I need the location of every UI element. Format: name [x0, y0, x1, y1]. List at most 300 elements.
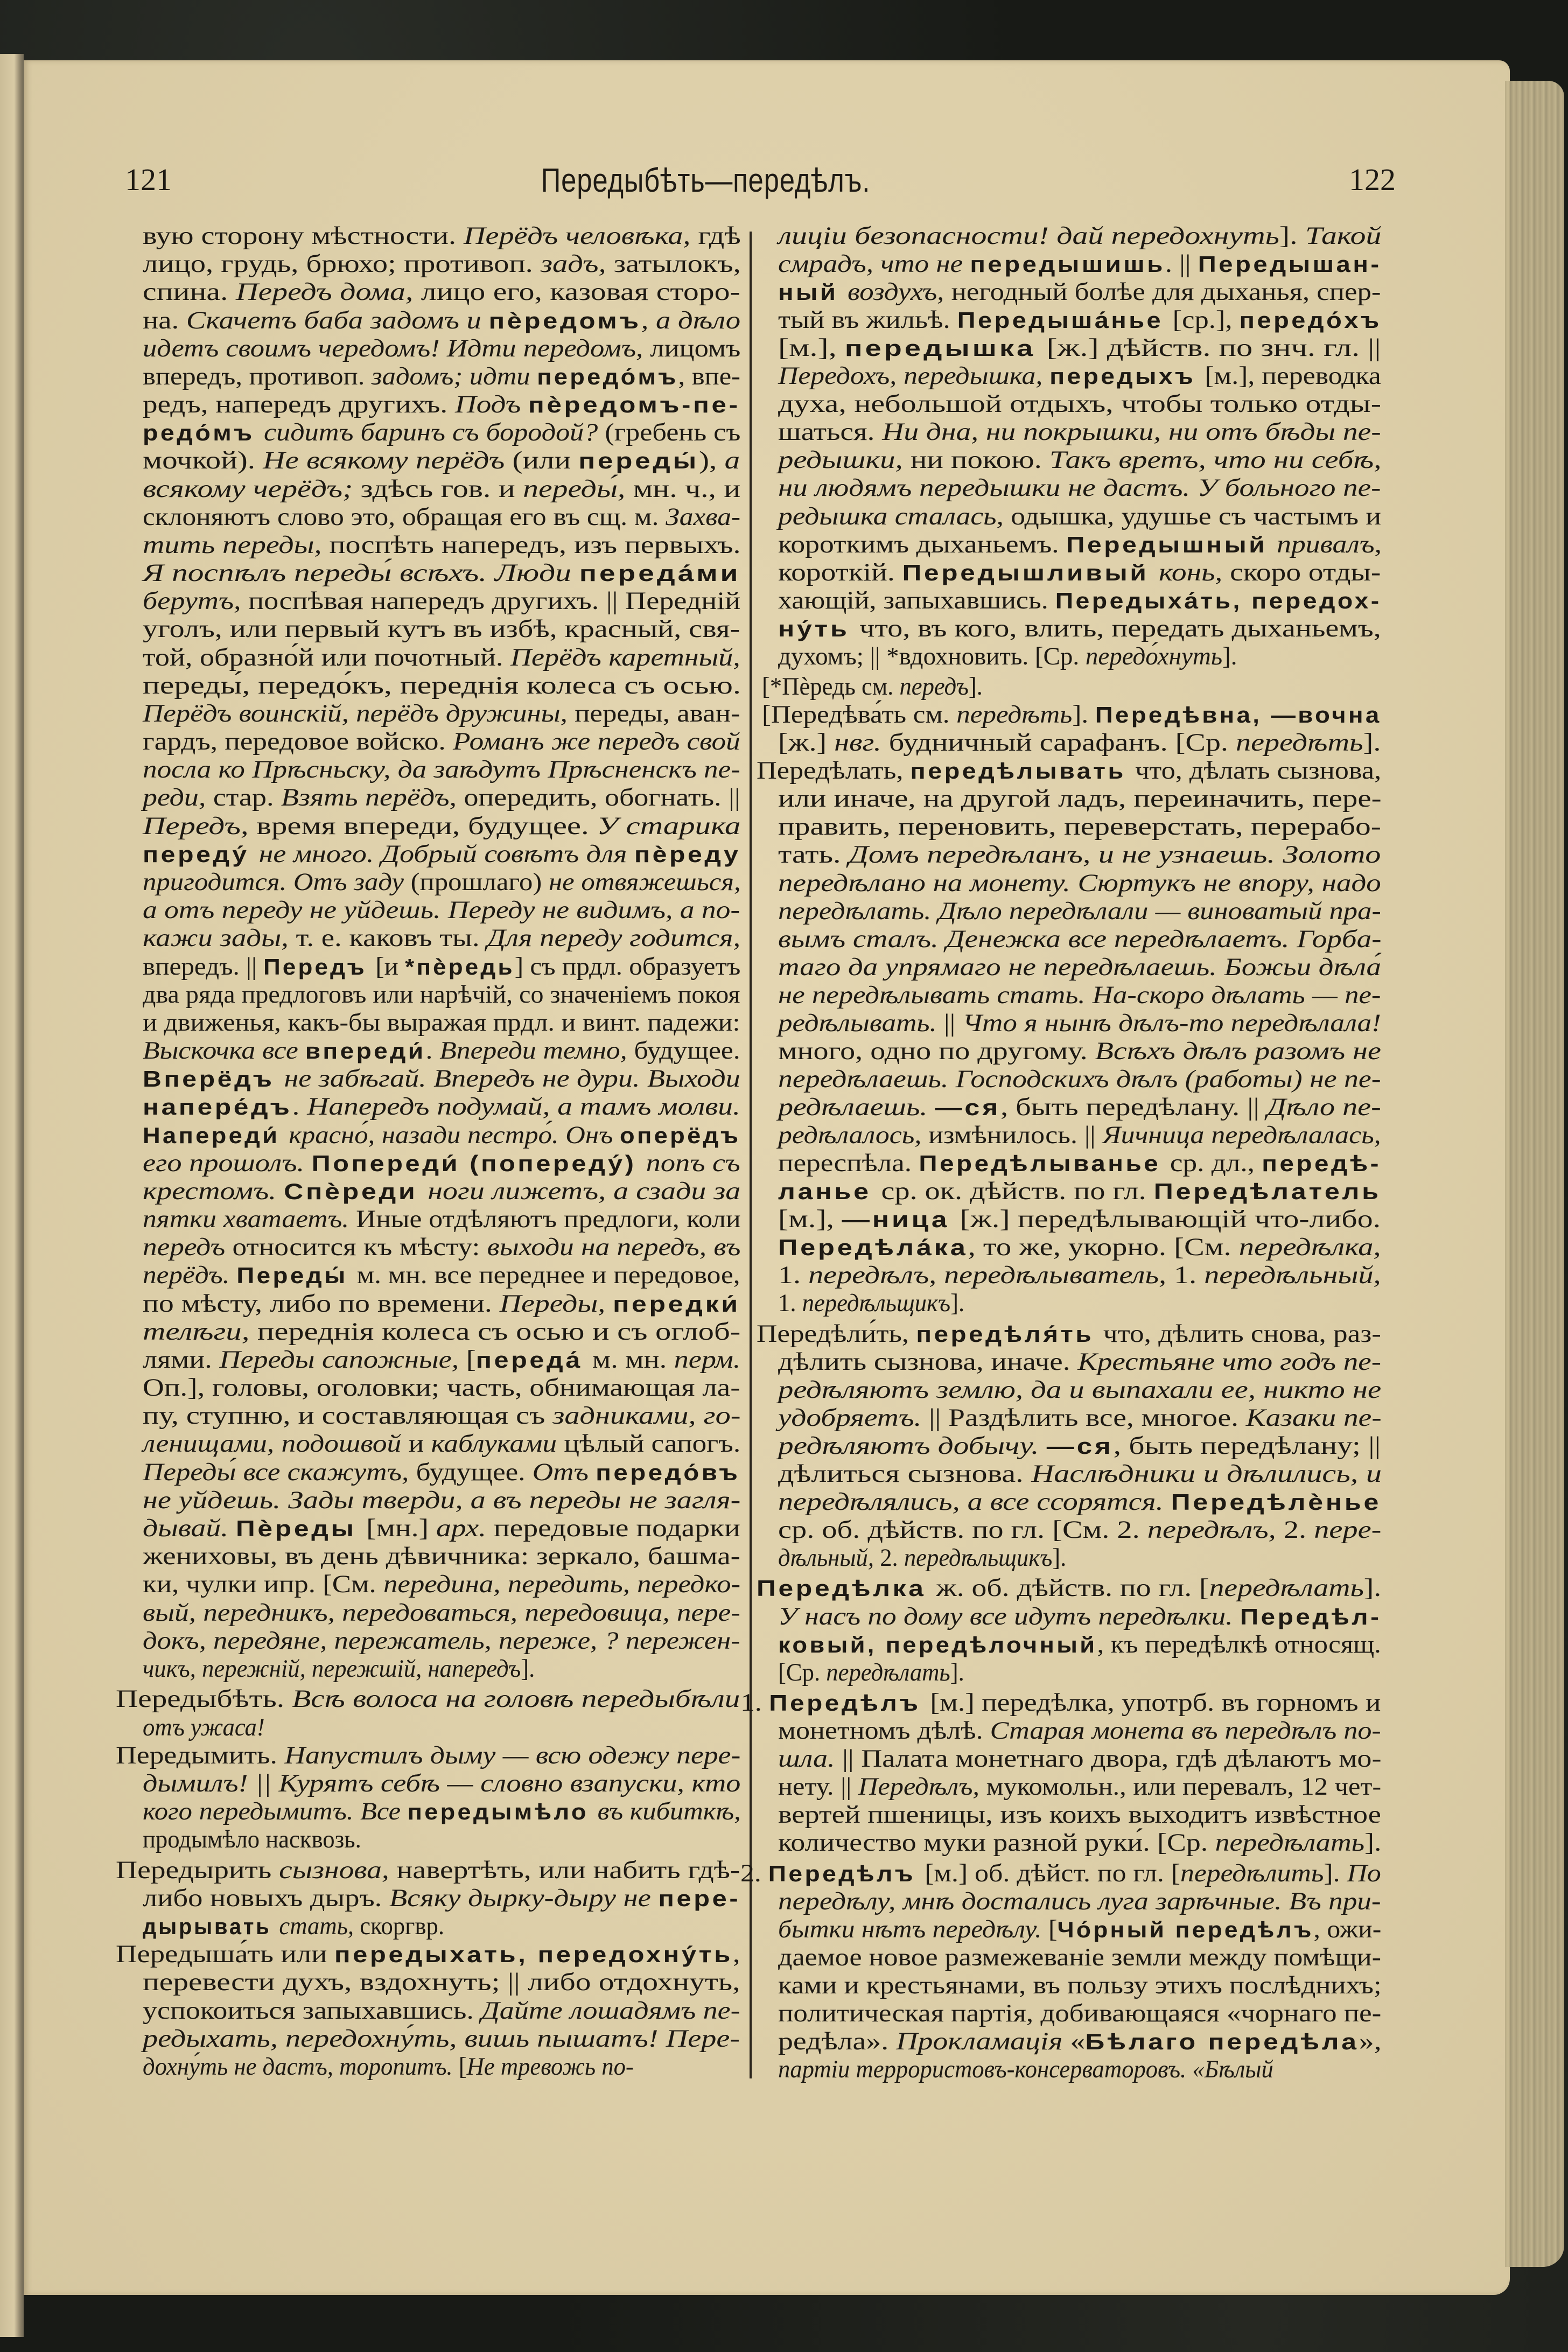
headword: Передъ	[263, 954, 376, 979]
example-text: дывай.	[143, 1514, 236, 1542]
definition-text: будничный сарафанъ. [Ср.	[888, 729, 1236, 757]
definition-text: ].	[1279, 222, 1305, 250]
definition-text: поспѣвая напередъ другихъ. || Передній	[248, 587, 741, 615]
headword: переда́	[475, 1347, 592, 1373]
example-text: передѣлъ, передѣлыватель,	[808, 1261, 1174, 1290]
definition-text: короткій.	[778, 558, 902, 586]
headword: Передѣлъ	[768, 1860, 925, 1886]
text-line	[778, 277, 1381, 307]
definition-text: вертей пшеницы, изъ коихъ выходитъ извѣстное	[778, 1801, 1381, 1829]
example-text: красно́, назади пестро́. Онъ	[289, 1121, 620, 1149]
text-line	[778, 1459, 1382, 1489]
right-page-number: 122	[1349, 162, 1396, 197]
headword: переды́	[578, 448, 699, 474]
text-line	[778, 1120, 1381, 1150]
text-line	[143, 445, 740, 476]
example-text: телѣги,	[143, 1317, 258, 1346]
text-line	[143, 698, 740, 729]
definition-text: пу, ступню, и составляющая съ	[143, 1402, 553, 1430]
headword: Передышливый	[902, 559, 1159, 585]
text-line	[778, 1347, 1381, 1377]
definition-text: переднія колеса съ осью и съ оглоб-	[257, 1317, 741, 1346]
headword: пѐредомъ-пе-	[528, 392, 740, 418]
text-line	[143, 2024, 740, 2054]
headword: оперёдъ	[619, 1122, 741, 1148]
text-line	[143, 1401, 741, 1431]
text-line	[143, 726, 740, 757]
headword: переду́	[143, 841, 259, 867]
example-text: дымилъ! || Курятъ себѣ — словно взапуски, кто	[143, 1769, 741, 1797]
headword: передышишь	[970, 251, 1165, 277]
example-text: не отвяжешься,	[548, 868, 741, 896]
headword: Передѣлатель	[1153, 1179, 1381, 1205]
definition-text: что, въ кого, влить, передать дыханьемъ,	[859, 614, 1381, 642]
text-line	[778, 249, 1382, 279]
example-text: Для переду годится,	[487, 924, 741, 953]
example-text: докъ, передяне, пережатель, пережe, ? пережен-	[143, 1626, 740, 1655]
text-line	[143, 417, 740, 448]
text-line	[143, 923, 740, 953]
text-line	[778, 1204, 1381, 1235]
text-line	[778, 1657, 964, 1688]
definition-text: перевести духъ, вздохнуть; || либо отдохнуть,	[143, 1968, 740, 1997]
definition-text: , къ передѣлкѣ относящ.	[1097, 1630, 1381, 1658]
headword: пере-	[658, 1885, 741, 1911]
definition-text: дѣлиться сызнова.	[778, 1459, 1032, 1488]
definition-text: .	[292, 1093, 307, 1121]
text-line	[143, 586, 740, 616]
headword: Передѣлъ	[769, 1690, 930, 1716]
definition-text: лицомъ	[650, 334, 741, 362]
example-text: передѣлать	[1215, 1829, 1365, 1857]
definition-text: лями.	[143, 1345, 220, 1374]
headword: Спѐреди	[284, 1178, 428, 1204]
example-text: таго да упрямаго не передѣлаешь. Божьи дѣла́	[778, 953, 1381, 981]
text-line	[116, 1939, 740, 1970]
definition-text: [и	[375, 952, 405, 981]
text-line	[143, 1712, 265, 1742]
text-line	[143, 1148, 740, 1179]
example-text: выходи на передъ, въ	[487, 1233, 741, 1262]
headword: ну́ть	[778, 615, 860, 641]
text-line	[143, 1007, 740, 1038]
headword: Бѣлаго передѣла	[1085, 2028, 1359, 2054]
text-line	[778, 557, 1381, 588]
example-text: пере-	[1314, 1516, 1382, 1544]
headword: Чо́рный передѣлъ	[1057, 1916, 1314, 1942]
text-line	[778, 1431, 1381, 1461]
example-text: редѣлаешь.	[778, 1093, 935, 1121]
definition-text: впередъ, противоп.	[143, 362, 372, 390]
example-text: удобряетъ.	[778, 1403, 929, 1432]
definition-text: Передырить	[116, 1856, 279, 1884]
definition-text: «	[1070, 2027, 1086, 2055]
headword: ковый, передѣлочный	[778, 1632, 1097, 1657]
definition-text: спина.	[143, 278, 236, 306]
example-text: задниками, го-	[552, 1402, 741, 1430]
definition-text: [м.], переводка	[1205, 362, 1381, 390]
text-line	[143, 1091, 740, 1122]
definition-text: || Палата монетнаго двора, гдѣ дѣлаютъ мо-	[842, 1745, 1382, 1773]
definition-text: [ср.],	[1172, 306, 1240, 334]
definition-text: Передѣли́ть,	[757, 1319, 916, 1348]
text-line	[143, 1429, 740, 1459]
text-line	[778, 389, 1381, 419]
definition-text: одышка, удушье съ частымъ и	[1011, 502, 1382, 530]
text-line	[778, 417, 1381, 447]
example-text: передѣлано на монету. Сюртукъ не впору, надо	[778, 869, 1381, 897]
headword: передо́въ	[596, 1459, 740, 1485]
definition-text: короткимъ дыханьемъ.	[778, 530, 1067, 558]
text-line	[778, 980, 1381, 1010]
definition-text: либо новыхъ дыръ.	[143, 1884, 389, 1912]
headword: передѣ-	[1262, 1151, 1382, 1177]
headword: ный	[778, 279, 848, 305]
running-head: Передыбѣть—передѣлъ.	[541, 162, 871, 199]
definition-text: [Передѣва́ть см.	[762, 701, 957, 729]
text-line	[143, 305, 740, 336]
text-line	[143, 1035, 740, 1066]
text-line	[143, 1317, 740, 1347]
example-text: передѣть	[1235, 729, 1363, 757]
example-text: не передѣлывать стать. На-скоро дѣлать — пе-	[778, 981, 1381, 1009]
example-text: сидитъ баринъ съ бородой?	[263, 418, 605, 447]
text-line	[143, 1569, 740, 1599]
definition-text: политическая партія, добивающаяся «чорнаго пе-	[778, 1999, 1382, 2027]
text-line	[143, 1796, 741, 1827]
definition-text: ].	[1072, 701, 1095, 729]
headword: Пѐреды	[235, 1516, 367, 1541]
definition-text: 1.	[778, 1261, 809, 1290]
text-line	[143, 389, 740, 420]
example-text: ленищами, подошвой	[143, 1430, 409, 1458]
text-line	[778, 1375, 1381, 1405]
text-line	[143, 1289, 740, 1319]
definition-text: на.	[143, 306, 186, 334]
example-text: партіи террористовъ-консерваторовъ. «Бѣлый	[778, 2055, 1273, 2083]
definition-text: ] съ прдл. образуетъ	[514, 952, 741, 981]
text-line	[757, 755, 1381, 786]
definition-text: негодный болѣе для дыханья, спер-	[951, 278, 1381, 306]
text-line	[143, 782, 740, 813]
text-line	[778, 924, 1382, 954]
definition-text: хающій, запыхавшись.	[778, 586, 1055, 614]
definition-text: .	[425, 1037, 440, 1065]
text-line	[757, 1319, 1381, 1349]
example-text: передѣлать	[1209, 1574, 1364, 1602]
definition-text: цѣлый сапогъ.	[564, 1430, 741, 1458]
example-text: Такой	[1305, 222, 1382, 250]
example-text: всякому черёдъ;	[143, 474, 361, 503]
text-line	[778, 1914, 1381, 1945]
text-line	[143, 530, 740, 560]
definition-text: навертѣть, или набить гдѣ-	[396, 1856, 740, 1884]
example-text: конь,	[1159, 558, 1230, 586]
example-text: , а дѣло	[641, 306, 741, 334]
text-line	[778, 1970, 1382, 2000]
example-text: передъ	[899, 673, 969, 701]
definition-text: ].	[968, 673, 983, 701]
definition-text: Передыша́ть или	[116, 1940, 335, 1969]
text-line	[143, 1654, 535, 1684]
example-text: Подъ	[454, 390, 529, 419]
text-line	[143, 277, 740, 307]
text-line	[143, 1457, 740, 1488]
definition-text: относится къ мѣсту:	[232, 1233, 487, 1262]
text-line	[143, 1204, 741, 1234]
example-text: Перёдъ человѣка,	[464, 222, 698, 250]
example-text: не много. Добрый совѣтъ для	[258, 839, 634, 868]
example-text: кажи зады,	[143, 924, 296, 953]
headword: редо́мъ	[143, 420, 264, 446]
definition-text: по мѣсту, либо по времени.	[143, 1289, 500, 1318]
definition-text: и	[408, 1430, 431, 1458]
text-line	[778, 811, 1381, 842]
definition-text: вую сторону мѣстности.	[143, 222, 464, 250]
example-text: берутъ,	[143, 587, 249, 615]
text-line	[143, 1513, 740, 1544]
text-line	[778, 2054, 1273, 2084]
example-text: а отъ переду не уйдешь. Переду не видимъ, а по-	[143, 896, 740, 925]
definition-text: духа, небольшой отдыхъ, чтобы только отды-	[778, 390, 1382, 418]
text-line	[143, 1768, 740, 1798]
definition-text: [м.] передѣлка, употрб. въ горномъ и	[930, 1689, 1381, 1717]
example-text: переды́,	[523, 474, 633, 503]
definition-text: ср. дл.,	[1170, 1149, 1262, 1178]
definition-text: , то же, укорно. [См.	[968, 1233, 1239, 1262]
example-text: Впереди темно,	[439, 1037, 634, 1065]
example-text: передина, передить, передко-	[383, 1570, 741, 1599]
text-line	[778, 1772, 1381, 1802]
definition-text: (гребень съ	[605, 418, 741, 447]
definition-text: переспѣла.	[778, 1149, 919, 1178]
headword: Передѣл-	[1240, 1604, 1382, 1629]
text-line	[143, 1485, 740, 1515]
example-text: воздухъ,	[847, 278, 951, 306]
headword: переда́ми	[579, 561, 741, 586]
definition-text: редъ, напередъ другихъ.	[143, 390, 455, 419]
example-text: Всяку дырку-дыру не	[389, 1884, 659, 1912]
definition-text: , ожи-	[1313, 1915, 1382, 1943]
example-text: Всѣ волоса на головѣ передыбѣли	[292, 1685, 740, 1713]
example-text: перм.	[674, 1345, 741, 1374]
headword: передо́хъ	[1239, 307, 1382, 333]
definition-text: ж. об. дѣйств. по гл. [	[936, 1574, 1209, 1602]
example-text: У старика	[597, 811, 741, 840]
headword: передыхать, передохну́ть	[334, 1942, 733, 1968]
definition-text: 1.	[740, 1689, 769, 1717]
example-text: передѣлать. Дѣло передѣлали — виноватый пра-	[778, 897, 1381, 925]
headword: —ся	[935, 1094, 1001, 1120]
definition-text: ].	[1363, 729, 1381, 757]
headword: Переды́	[236, 1263, 357, 1289]
headword: Передыша́нье	[957, 307, 1173, 333]
definition-text: ].	[521, 1654, 535, 1683]
headword: напере́дъ	[143, 1094, 292, 1120]
definition-text: ].	[950, 1289, 965, 1318]
text-line	[762, 699, 1382, 730]
headword: дырывать	[143, 1914, 279, 1940]
definition-text: 2.	[1283, 1516, 1314, 1544]
example-text: Захва-	[666, 502, 741, 531]
text-line	[116, 1684, 740, 1714]
example-text: задъ,	[540, 250, 614, 278]
example-text: перёдъ.	[143, 1261, 237, 1290]
definition-text: скоргвр.	[360, 1912, 445, 1941]
definition-text: скоро отды-	[1230, 558, 1381, 586]
definition-text: (прошлаго)	[410, 868, 549, 896]
example-text: передѣльщикъ	[802, 1289, 951, 1318]
definition-text: что, дѣлить снова, раз-	[1103, 1319, 1381, 1348]
text-line	[778, 839, 1381, 870]
definition-text: или иначе, на другой ладъ, переиначить, пере-	[778, 785, 1382, 813]
headword: —ся	[1046, 1433, 1114, 1459]
example-text: Переды́ все скажутъ,	[143, 1458, 416, 1486]
example-text: сызнова,	[279, 1856, 397, 1884]
text-line	[778, 1036, 1381, 1066]
text-line	[143, 1626, 740, 1656]
definition-text: [	[458, 2053, 467, 2081]
facing-page-edge	[0, 54, 24, 2337]
definition-text: продымѣло насквозь.	[143, 1825, 361, 1854]
text-line	[740, 1688, 1381, 1718]
definition-text: даемое новое размежеваніе земли между помѣщи-	[778, 1943, 1381, 1971]
definition-text: монетномъ дѣлѣ.	[778, 1717, 990, 1745]
text-line	[757, 1573, 1381, 1604]
text-line	[143, 1120, 740, 1151]
text-line	[778, 1543, 1066, 1573]
definition-text: [	[466, 1345, 476, 1374]
example-text: а	[724, 446, 740, 475]
text-line	[778, 727, 1381, 758]
headword: Передѣвна, —вочна	[1095, 702, 1382, 728]
text-line	[778, 1629, 1381, 1660]
headword: передѣля́ть	[916, 1321, 1103, 1347]
definition-text: шаться.	[778, 418, 883, 446]
example-text: посла ко Прѣсньску, да заѣдутъ Прѣсненскъ пе-	[143, 755, 740, 784]
text-line	[778, 1716, 1381, 1746]
definition-text: ),	[699, 446, 725, 475]
definition-text: [м.],	[778, 1205, 842, 1234]
definition-text: нету. ||	[778, 1773, 858, 1801]
headword: Передышан-	[1198, 251, 1382, 277]
example-text: Я поспѣлъ переды́ всѣхъ. Люди	[143, 559, 579, 587]
definition-text: духомъ; || *вдохновить. [Ср.	[778, 642, 1086, 670]
example-text: крестомъ.	[143, 1177, 284, 1205]
text-line	[778, 333, 1381, 363]
definition-text: [Ср.	[778, 1658, 827, 1686]
text-line	[143, 754, 740, 785]
example-text: Прокламація	[896, 2027, 1070, 2055]
text-line	[778, 952, 1381, 982]
example-text: Ни дна, ни покрышки, ни отъ бѣды пе-	[882, 418, 1381, 446]
example-text: Переды,	[499, 1289, 613, 1318]
text-line	[778, 1403, 1382, 1433]
headword: передѣлывать	[910, 758, 1136, 784]
example-text: отъ ужаса!	[143, 1713, 265, 1741]
example-text: вый, передникъ, передоваться, передовица, пере-	[143, 1598, 740, 1627]
example-text: Не тревожь по-	[466, 2053, 634, 2081]
text-line	[143, 614, 740, 644]
example-text: не уйдешь. Зады тверди, а въ переды не загля-	[143, 1486, 741, 1514]
definition-text: время впереди, будущее.	[256, 811, 597, 840]
example-text: дѣльный,	[778, 1544, 880, 1572]
headword: передо́мъ	[537, 363, 678, 389]
example-text: передѣльщикъ	[904, 1544, 1053, 1572]
text-line	[143, 1176, 740, 1207]
definition-text: количество муки разной руки́. [Ср.	[778, 1829, 1215, 1857]
text-line	[143, 811, 740, 841]
example-text: тить переды,	[143, 530, 330, 559]
text-line	[778, 221, 1381, 251]
example-text: По	[1347, 1859, 1381, 1887]
example-text: Казаки пе-	[1245, 1403, 1382, 1432]
definition-text: [	[1048, 1915, 1058, 1943]
text-line	[778, 1942, 1381, 1972]
example-text: задомъ; идти	[371, 362, 537, 390]
example-text: Передѣлъ,	[858, 1773, 986, 1801]
example-text: передѣлу, мнѣ достались луга зарѣчные. Въ при-	[778, 1887, 1381, 1915]
text-line	[778, 1515, 1381, 1545]
definition-text: (или	[512, 446, 579, 475]
text-line	[778, 473, 1381, 503]
headword: Передѣла́ка	[778, 1235, 968, 1261]
definition-text: здѣсь гов. и	[360, 474, 523, 503]
definition-text: мн. ч., и	[633, 474, 741, 503]
text-line	[143, 502, 740, 532]
definition-text: м. мн. все переднее и передовое,	[356, 1261, 740, 1290]
definition-text: лицо его, казовая сторо-	[421, 278, 740, 306]
text-line	[143, 1967, 740, 1997]
example-text: Перёдъ воинскій, перёдъ дружины,	[143, 699, 575, 727]
text-line	[143, 1345, 740, 1375]
example-text: передо́хнуть	[1085, 642, 1223, 670]
definition-text: Передѣлать,	[757, 757, 911, 785]
definition-text: склоняютъ слово это, обращая его въ сщ. м.	[143, 502, 666, 531]
text-line	[143, 474, 740, 504]
definition-text: ].	[1324, 1859, 1347, 1887]
definition-text: 2.	[880, 1544, 904, 1572]
example-text: Скачетъ баба задомъ и	[186, 306, 489, 334]
example-text: передѣльный,	[1204, 1261, 1381, 1290]
headword: Передѣлыванье	[919, 1151, 1170, 1177]
text-line	[143, 867, 741, 897]
text-line	[778, 1886, 1381, 1916]
example-text: Отъ	[532, 1458, 596, 1486]
definition-text: тать.	[778, 841, 849, 869]
example-text: передѣлаешь. Господскихъ дѣлъ (работы) не пе-	[778, 1065, 1381, 1093]
example-text: не забѣгай. Впередъ не дури. Выходи	[284, 1065, 740, 1093]
headword: ланье	[778, 1179, 881, 1205]
definition-text: Оп.], головы, оголовки; часть, обнимающая ла-	[143, 1374, 740, 1402]
example-text: Яичница передѣлалась,	[1102, 1121, 1381, 1149]
example-text: кого передымитъ. Все	[143, 1797, 408, 1826]
example-text: Старая монета въ передѣлъ по-	[990, 1717, 1381, 1745]
example-text: ноги лижетъ, а сзади за	[428, 1177, 741, 1205]
example-text: бытки нѣтъ передѣлу.	[778, 1915, 1048, 1943]
headword: передышка	[844, 335, 1047, 361]
page-stack-edges	[1505, 81, 1564, 2267]
example-text: его прошолъ.	[143, 1149, 312, 1177]
text-line	[778, 896, 1381, 926]
example-text: Взять перёдъ,	[281, 783, 464, 812]
definition-text: будущее.	[634, 1037, 740, 1065]
definition-text: ни покою.	[910, 446, 1050, 474]
definition-text: тый въ жильѣ.	[778, 306, 957, 334]
definition-text: ].	[1052, 1544, 1067, 1572]
text-line	[143, 333, 740, 363]
definition-text: поспѣть напередъ, изъ первыхъ.	[329, 530, 741, 559]
